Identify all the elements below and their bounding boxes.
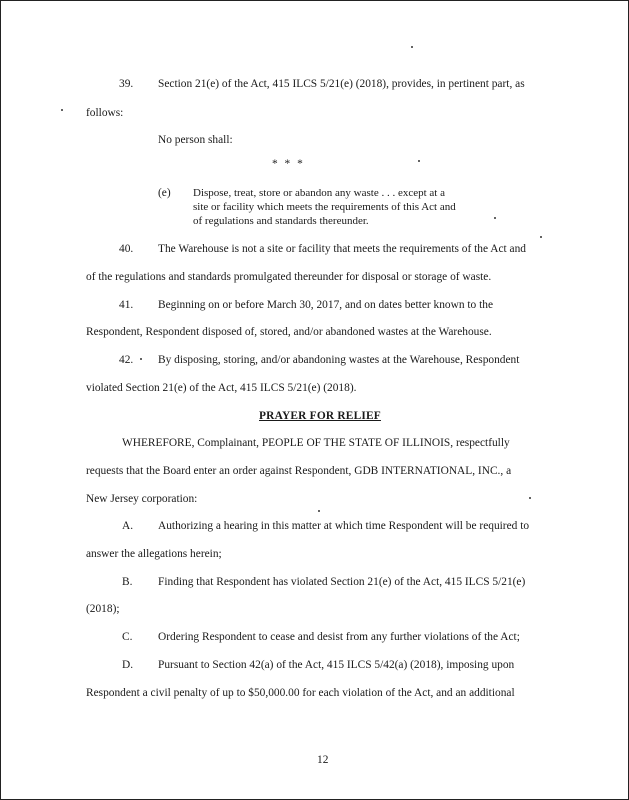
relief-item-text: answer the allegations herein;	[86, 548, 222, 560]
scan-speck	[318, 510, 320, 512]
scan-speck	[411, 46, 413, 48]
page-number: 12	[317, 754, 329, 766]
relief-item-label: B.	[122, 576, 133, 588]
paragraph-text: Respondent, Respondent disposed of, stored, and/or abandoned wastes at the Warehouse.	[86, 326, 492, 338]
quote-intro: No person shall:	[158, 134, 233, 146]
paragraph-text: Section 21(e) of the Act, 415 ILCS 5/21(e) (2018), provides, in pertinent part, as	[158, 78, 525, 90]
paragraph-text: violated Section 21(e) of the Act, 415 ILCS 5/21(e) (2018).	[86, 382, 357, 394]
prayer-intro: New Jersey corporation:	[86, 493, 198, 505]
relief-item-label: D.	[122, 659, 134, 671]
paragraph-number: 39.	[119, 78, 134, 90]
quoted-text: site or facility which meets the requirements of this Act and	[193, 201, 456, 213]
paragraph-number: 40.	[119, 243, 134, 255]
scan-speck	[61, 109, 63, 111]
paragraph-text: follows:	[86, 107, 124, 119]
relief-item-label: A.	[122, 520, 134, 532]
paragraph-number: 42.	[119, 354, 134, 366]
scan-speck	[140, 358, 142, 360]
paragraph-number: 41.	[119, 299, 134, 311]
relief-item-label: C.	[122, 631, 133, 643]
scan-speck	[529, 497, 531, 499]
subsection-label: (e)	[158, 187, 171, 199]
relief-item-text: Pursuant to Section 42(a) of the Act, 415 ILCS 5/42(a) (2018), imposing upon	[158, 659, 515, 671]
quoted-text: of regulations and standards thereunder.	[193, 215, 369, 227]
paragraph-text: of the regulations and standards promulgated thereunder for disposal or storage of waste.	[86, 271, 492, 283]
prayer-intro: requests that the Board enter an order against Respondent, GDB INTERNATIONAL, INC., a	[86, 465, 512, 477]
paragraph-text: Beginning on or before March 30, 2017, and on dates better known to the	[158, 299, 493, 311]
paragraph-text: The Warehouse is not a site or facility that meets the requirements of the Act and	[158, 243, 527, 255]
relief-item-text: Finding that Respondent has violated Section 21(e) of the Act, 415 ILCS 5/21(e)	[158, 576, 526, 588]
relief-item-text: Ordering Respondent to cease and desist from any further violations of the Act;	[158, 631, 520, 643]
relief-item-text: (2018);	[86, 603, 120, 615]
section-heading: PRAYER FOR RELIEF	[259, 410, 381, 422]
prayer-intro: WHEREFORE, Complainant, PEOPLE OF THE STATE OF ILLINOIS, respectfully	[122, 437, 510, 449]
quoted-text: Dispose, treat, store or abandon any waste . . . except at a	[193, 187, 445, 199]
scan-speck	[418, 160, 420, 162]
relief-item-text: Authorizing a hearing in this matter at which time Respondent will be required to	[158, 520, 530, 532]
relief-item-text: Respondent a civil penalty of up to $50,000.00 for each violation of the Act, and an additional	[86, 687, 515, 699]
scan-speck	[494, 217, 496, 219]
ellipsis-marker: * * *	[272, 158, 305, 170]
scan-speck	[540, 236, 542, 238]
paragraph-text: By disposing, storing, and/or abandoning wastes at the Warehouse, Respondent	[158, 354, 520, 366]
